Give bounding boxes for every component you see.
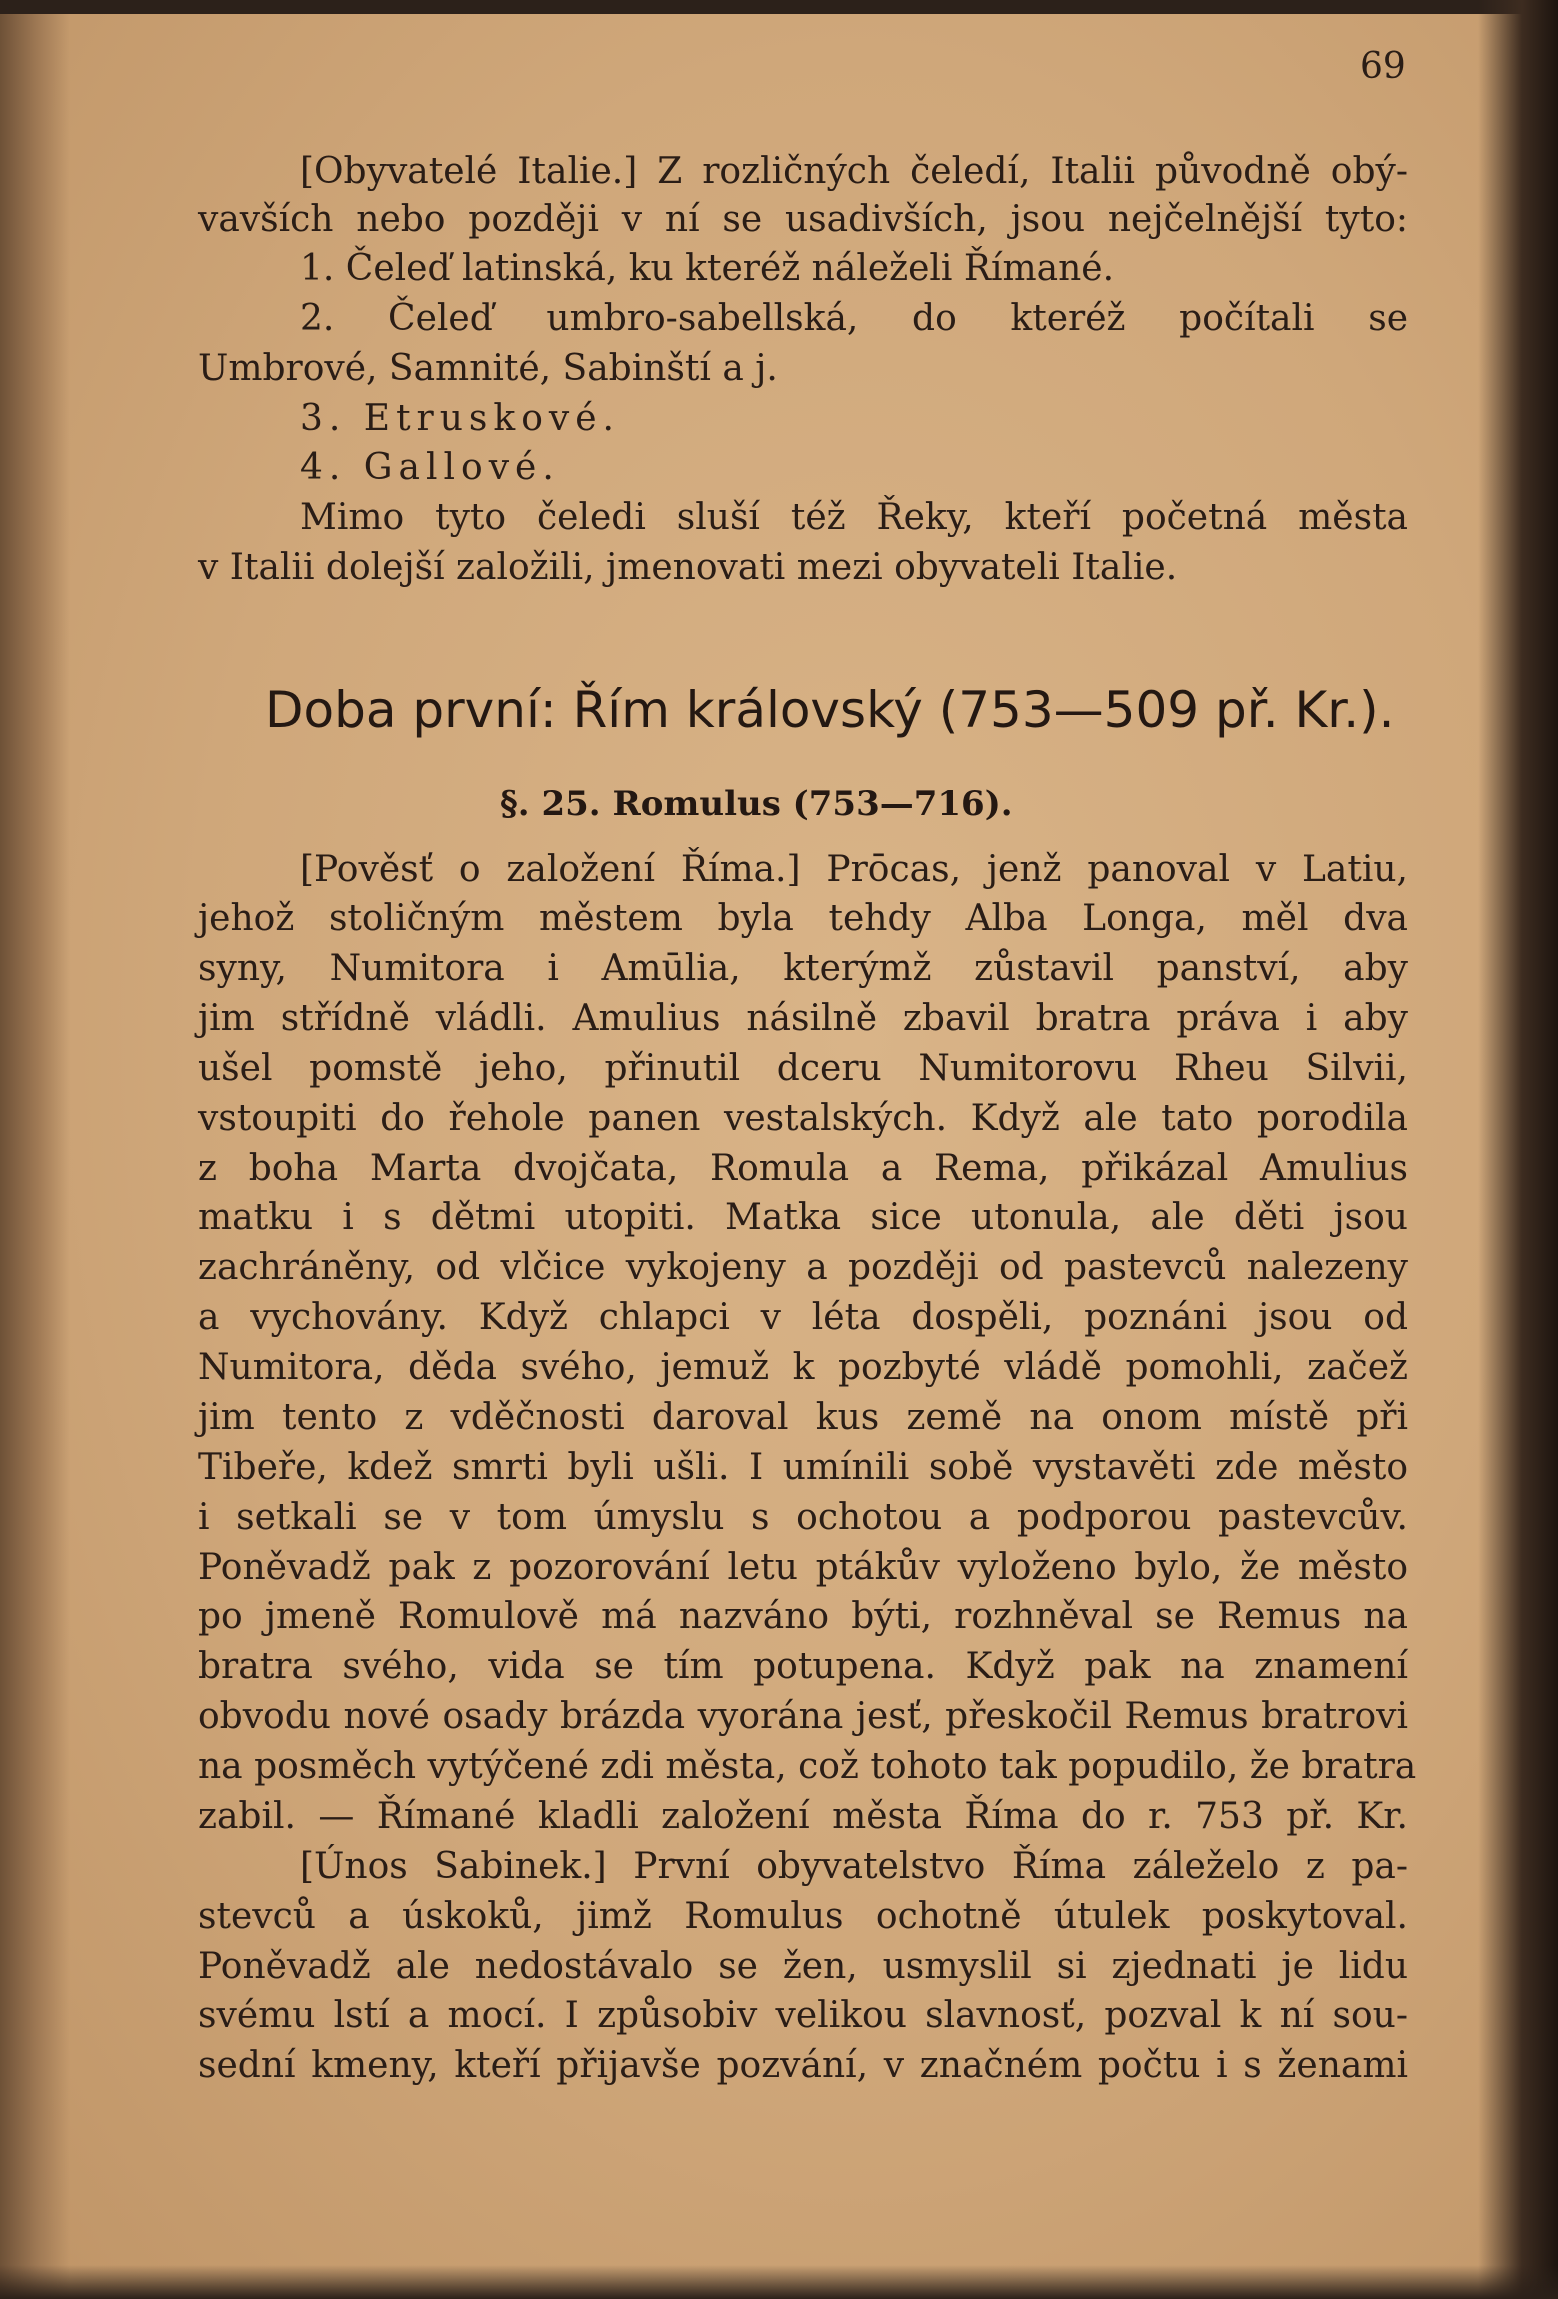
text-line: 2. Čeleď umbro-sabellská, do kteréž počítali se xyxy=(300,298,1408,339)
text-line: i setkali se v tom úmyslu s ochotou a podporou pastevcův. xyxy=(198,1497,1408,1538)
text-line: Mimo tyto čeledi sluší též Řeky, kteří početná města xyxy=(300,497,1408,538)
text-line: v Italii dolejší založili, jmenovati mezi obyvateli Italie. xyxy=(198,547,1178,588)
text-line: zachráněny, od vlčice vykojeny a později od pastevců nalezeny xyxy=(198,1247,1408,1288)
text-line: 4. Gallové. xyxy=(300,447,560,488)
text-line: 1. Čeleď latinská, ku kteréž náleželi Římané. xyxy=(300,248,1115,289)
text-line: obvodu nové osady brázda vyorána jesť, přeskočil Remus bratrovi xyxy=(198,1696,1408,1737)
text-line: syny, Numitora i Amūlia, kterýmž zůstavil panství, aby xyxy=(198,948,1408,989)
text-line: bratra svého, vida se tím potupena. Když pak na znamení xyxy=(198,1646,1408,1687)
text-line: [Únos Sabinek.] První obyvatelstvo Říma záleželo z pa- xyxy=(300,1846,1408,1887)
text-line: ušel pomstě jeho, přinutil dceru Numitorovu Rheu Silvii, xyxy=(198,1048,1408,1089)
text-line: po jmeně Romulově má nazváno býti, rozhněval se Remus na xyxy=(198,1596,1408,1637)
text-line: Poněvadž ale nedostávalo se žen, usmyslil si zjednati je lidu xyxy=(198,1946,1408,1987)
text-line: na posměch vytýčené zdi města, což tohoto tak popudilo, že bratra xyxy=(198,1746,1417,1787)
text-line: vstoupiti do řehole panen vestalských. Když ale tato porodila xyxy=(198,1098,1408,1139)
page-binding xyxy=(0,0,70,2299)
text-line: Numitora, děda svého, jemuž k pozbyté vládě pomohli, začež xyxy=(198,1347,1408,1388)
text-line: jim tento z vděčnosti daroval kus země na onom místě při xyxy=(198,1397,1408,1438)
text-line: 3. Etruskové. xyxy=(300,398,620,439)
text-line: Tibeře, kdež smrti byli ušli. I umínili sobě vystavěti zde město xyxy=(198,1447,1408,1488)
bottom-edge xyxy=(0,2265,1558,2299)
text-line: z boha Marta dvojčata, Romula a Rema, přikázal Amulius xyxy=(198,1148,1408,1189)
text-line: zabil. — Římané kladli založení města Říma do r. 753 př. Kr. xyxy=(198,1796,1408,1837)
text-line: [Pověsť o založení Říma.] Prōcas, jenž panoval v Latiu, xyxy=(300,849,1408,890)
section-heading: §. 25. Romulus (753—716). xyxy=(500,784,1013,824)
text-line: [Obyvatelé Italie.] Z rozličných čeledí, Italii původně obý- xyxy=(300,151,1408,192)
chapter-title: Doba první: Řím královský (753—509 př. Kr.). xyxy=(265,681,1395,739)
text-line: Umbrové, Samnité, Sabinští a j. xyxy=(198,348,778,389)
page-number: 69 xyxy=(1360,46,1406,87)
text-line: jehož stoličným městem byla tehdy Alba Longa, měl dva xyxy=(198,898,1408,939)
text-line: a vychovány. Když chlapci v léta dospěli, poznáni jsou od xyxy=(198,1297,1408,1338)
text-line: vavších nebo později v ní se usadivších, jsou nejčelnější tyto: xyxy=(198,199,1408,240)
text-line: matku i s dětmi utopiti. Matka sice utonula, ale děti jsou xyxy=(198,1197,1408,1238)
text-line: Poněvadž pak z pozorování letu ptákův vyloženo bylo, že město xyxy=(198,1547,1408,1588)
text-line: sední kmeny, kteří přijavše pozvání, v značném počtu i s ženami xyxy=(198,2045,1408,2086)
top-edge xyxy=(0,0,1558,14)
text-line: svému lstí a mocí. I způsobiv velikou slavnosť, pozval k ní sou- xyxy=(198,1995,1408,2036)
text-line: stevců a úskoků, jimž Romulus ochotně útulek poskytoval. xyxy=(198,1896,1408,1937)
right-edge xyxy=(1478,0,1558,2299)
text-line: jim střídně vládli. Amulius násilně zbavil bratra práva i aby xyxy=(198,998,1408,1039)
